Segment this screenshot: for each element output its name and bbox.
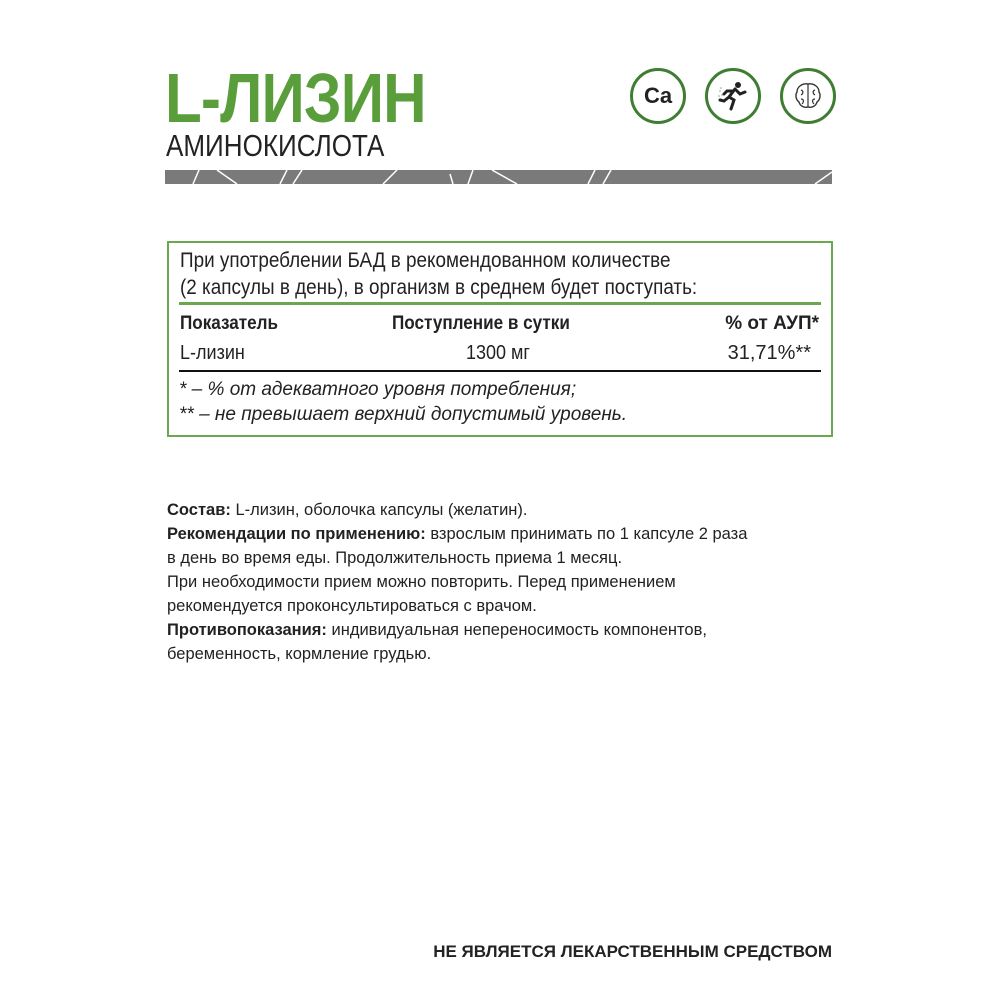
usage-line-4: рекомендуется проконсультироваться с врачом. [167,597,537,615]
product-info [167,498,847,666]
disclaimer: НЕ ЯВЛЯЕТСЯ ЛЕКАРСТВЕННЫМ СРЕДСТВОМ [433,942,832,961]
calcium-label: Ca [643,83,673,108]
intro-line-1: При употреблении БАД в рекомендованном количестве [180,249,671,272]
footnote-1: * – % от адекватного уровня потребления; [179,379,577,400]
intro-line-2: (2 капсулы в день), в организм в среднем будет поступать: [180,276,698,299]
product-subtitle: АМИНОКИСЛОТА [166,128,385,163]
usage-line-2: в день во время еды. Продолжительность приема 1 месяц. [167,549,623,567]
usage-label: Рекомендации по применению: [167,525,426,543]
green-divider [179,302,821,305]
contra-line-2: беременность, кормление грудью. [167,645,432,663]
composition-text: L-лизин, оболочка капсулы (желатин). [230,501,528,519]
runner-icon [705,68,761,124]
black-divider [179,370,821,372]
calcium-icon [630,68,686,124]
brain-icon [780,68,836,124]
row-daily-intake: 1300 мг [466,342,530,364]
product-title: L-ЛИЗИН [165,59,426,137]
decorative-stripe [165,170,832,184]
composition-label: Состав: [167,501,231,519]
row-name: L-лизин [180,342,245,364]
row-percent: 31,71%** [727,342,811,364]
composition [167,498,847,522]
column-header-indicator: Показатель [180,313,279,334]
usage-line-3: При необходимости прием можно повторить. Перед применением [167,573,676,591]
intake-table-box [167,241,833,437]
contra-text: индивидуальная непереносимость компонентов, [326,621,707,639]
usage [167,522,847,546]
usage-text: взрослым принимать по 1 капсуле 2 раза [425,525,748,543]
column-header-daily-intake: Поступление в сутки [392,313,570,334]
column-header-percent: % от АУП* [725,313,819,334]
footnote-2: ** – не превышает верхний допустимый уровень. [179,404,628,425]
contraindications [167,618,847,642]
contra-label: Противопоказания: [167,621,327,639]
